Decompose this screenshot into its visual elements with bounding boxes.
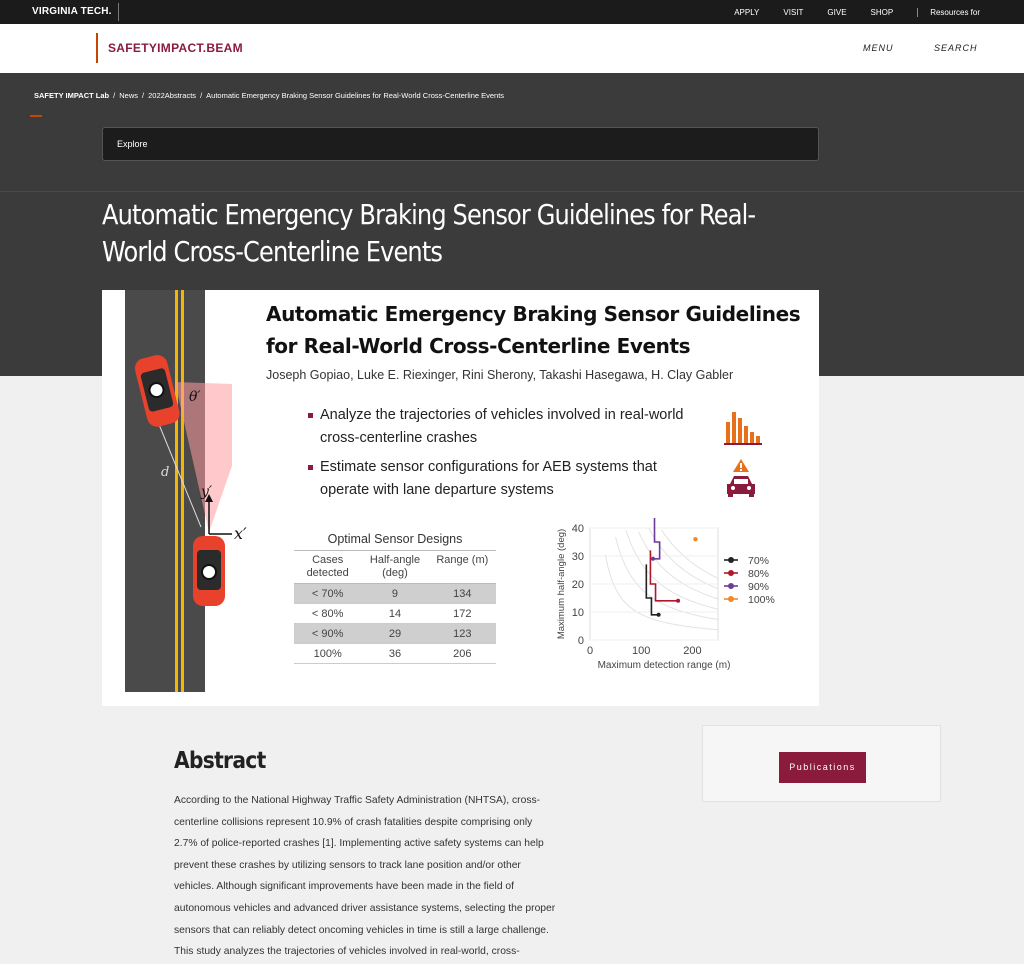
publications-button[interactable]: Publications bbox=[779, 752, 866, 783]
search-button[interactable]: SEARCH bbox=[934, 43, 978, 53]
breadcrumb-2022abstracts[interactable]: 2022Abstracts bbox=[148, 91, 197, 100]
series-point bbox=[651, 557, 655, 561]
series-point bbox=[676, 599, 680, 603]
university-links bbox=[710, 8, 980, 17]
breadcrumb-current: Automatic Emergency Braking Sensor Guidelines for Real-World Cross-Centerline Events bbox=[206, 91, 505, 100]
legend-marker bbox=[728, 583, 734, 589]
apply-link[interactable]: APPLY bbox=[734, 8, 760, 17]
x-axis-label: Maximum detection range (m) bbox=[597, 660, 731, 671]
table-caption: Optimal Sensor Designs bbox=[294, 532, 496, 551]
series-point bbox=[693, 537, 697, 541]
legend-marker bbox=[728, 570, 734, 576]
site-header bbox=[0, 24, 1024, 73]
table-row: < 80% 14 172 bbox=[294, 604, 496, 624]
road-diagram-svg bbox=[125, 290, 232, 692]
virginia-tech-logo[interactable]: VIRGINIA TECH. bbox=[32, 6, 112, 17]
car-warning-icon bbox=[724, 458, 758, 498]
y-tick-label: 40 bbox=[571, 523, 584, 535]
table-header bbox=[294, 551, 496, 584]
table-row: < 70% 9 134 bbox=[294, 584, 496, 604]
legend-label: 90% bbox=[748, 581, 770, 593]
breadcrumb-news[interactable]: News bbox=[119, 91, 139, 100]
logo-divider bbox=[118, 3, 119, 21]
give-link[interactable]: GIVE bbox=[827, 8, 847, 17]
abstract-body bbox=[174, 790, 620, 963]
explore-dropdown[interactable]: Explore bbox=[102, 127, 819, 161]
y-tick-label: 30 bbox=[571, 551, 584, 563]
menu-button[interactable]: MENU bbox=[863, 43, 894, 53]
header-half-angle: Half-angle (deg) bbox=[369, 554, 421, 579]
abstract-line: According to the National Highway Traffic Safety Administration (NHTSA), cross- bbox=[174, 795, 541, 806]
x-tick-label: 0 bbox=[586, 645, 594, 657]
legend-label: 70% bbox=[748, 555, 770, 567]
graphical-abstract bbox=[102, 290, 819, 706]
theta-label: θ′ bbox=[189, 389, 201, 405]
breadcrumb-home[interactable]: SAFETY IMPACT Lab bbox=[34, 91, 110, 100]
y-tick-label: 0 bbox=[577, 635, 584, 647]
abstract-line: centerline collisions represent 10.9% of crash fatalities despite comprising only bbox=[174, 816, 533, 828]
header-cases-detected: Cases detected bbox=[306, 554, 349, 579]
site-name-link[interactable]: SAFETYIMPACT.BEAM bbox=[96, 33, 243, 63]
figure-title: Automatic Emergency Braking Sensor Guidelines for Real-World Cross-Centerline Events bbox=[266, 302, 801, 358]
svg-text:x′: x′ bbox=[234, 524, 247, 543]
abstract-line: vehicles. Although significant improvements have been made in the field of bbox=[174, 881, 514, 893]
host-car bbox=[193, 536, 225, 606]
breadcrumb: SAFETY IMPACT Lab / News / 2022Abstracts / Automatic Emergency Braking Sensor Guidelines for Real-World Cross-Centerline Events bbox=[34, 91, 505, 100]
objective-bullet-2: Estimate sensor configurations for AEB systems that operate with lane departure systems bbox=[308, 456, 708, 502]
bar-chart-icon bbox=[724, 408, 762, 446]
y-prime-label: y′ bbox=[201, 484, 213, 500]
sensor-tradeoff-chart bbox=[550, 518, 790, 678]
university-bar bbox=[0, 0, 1024, 24]
y-tick-label: 20 bbox=[571, 579, 584, 591]
sidebar-card bbox=[702, 725, 941, 802]
figure-authors: Joseph Gopiao, Luke E. Riexinger, Rini Sherony, Takashi Hasegawa, H. Clay Gabler bbox=[266, 368, 734, 382]
abstract-line: This study analyzes the trajectories of vehicles involved in real-world, cross- bbox=[174, 946, 520, 958]
banner-divider bbox=[0, 191, 1024, 192]
legend-marker bbox=[728, 596, 734, 602]
abstract-line: sensors that can reliably detect oncoming vehicles in time is still a large challenge. bbox=[174, 924, 549, 936]
abstract-line: prevent these crashes by utilizing sensors to track lane position and/or other bbox=[174, 859, 521, 871]
x-tick-label: 100 bbox=[632, 645, 651, 657]
shop-link[interactable]: SHOP bbox=[870, 8, 894, 17]
road-diagram bbox=[125, 290, 232, 692]
legend-marker bbox=[728, 557, 734, 563]
x-tick-label: 200 bbox=[683, 645, 702, 657]
abstract-line: 2.7% of police-reported crashes [1]. Implementing active safety systems can help bbox=[174, 838, 544, 850]
resources-for-menu[interactable]: Resources for bbox=[930, 8, 980, 17]
x-prime-axis-label bbox=[232, 522, 272, 546]
abstract-line: autonomous vehicles and advanced driver assistance systems, selecting the proper bbox=[174, 902, 556, 914]
page-title: Automatic Emergency Braking Sensor Guidelines for Real-World Cross-Centerline Events bbox=[102, 198, 756, 268]
d-label: d bbox=[161, 465, 170, 480]
table-row: < 90% 29 123 bbox=[294, 624, 496, 644]
y-tick-label: 10 bbox=[571, 607, 584, 619]
optimal-sensor-designs-table bbox=[294, 532, 496, 664]
header-range: Range (m) bbox=[436, 554, 489, 566]
legend-label: 80% bbox=[748, 568, 770, 580]
abstract-heading: Abstract bbox=[174, 748, 266, 774]
legend-label: 100% bbox=[748, 594, 775, 606]
objective-bullet-1: Analyze the trajectories of vehicles involved in real-world cross-centerline crashes bbox=[308, 404, 708, 450]
table-row: 100% 36 206 bbox=[294, 644, 496, 664]
y-axis-label: Maximum half-angle (deg) bbox=[556, 528, 567, 640]
breadcrumb-accent bbox=[30, 115, 42, 117]
visit-link[interactable]: VISIT bbox=[783, 8, 804, 17]
series-point bbox=[657, 613, 661, 617]
links-divider bbox=[917, 8, 918, 17]
